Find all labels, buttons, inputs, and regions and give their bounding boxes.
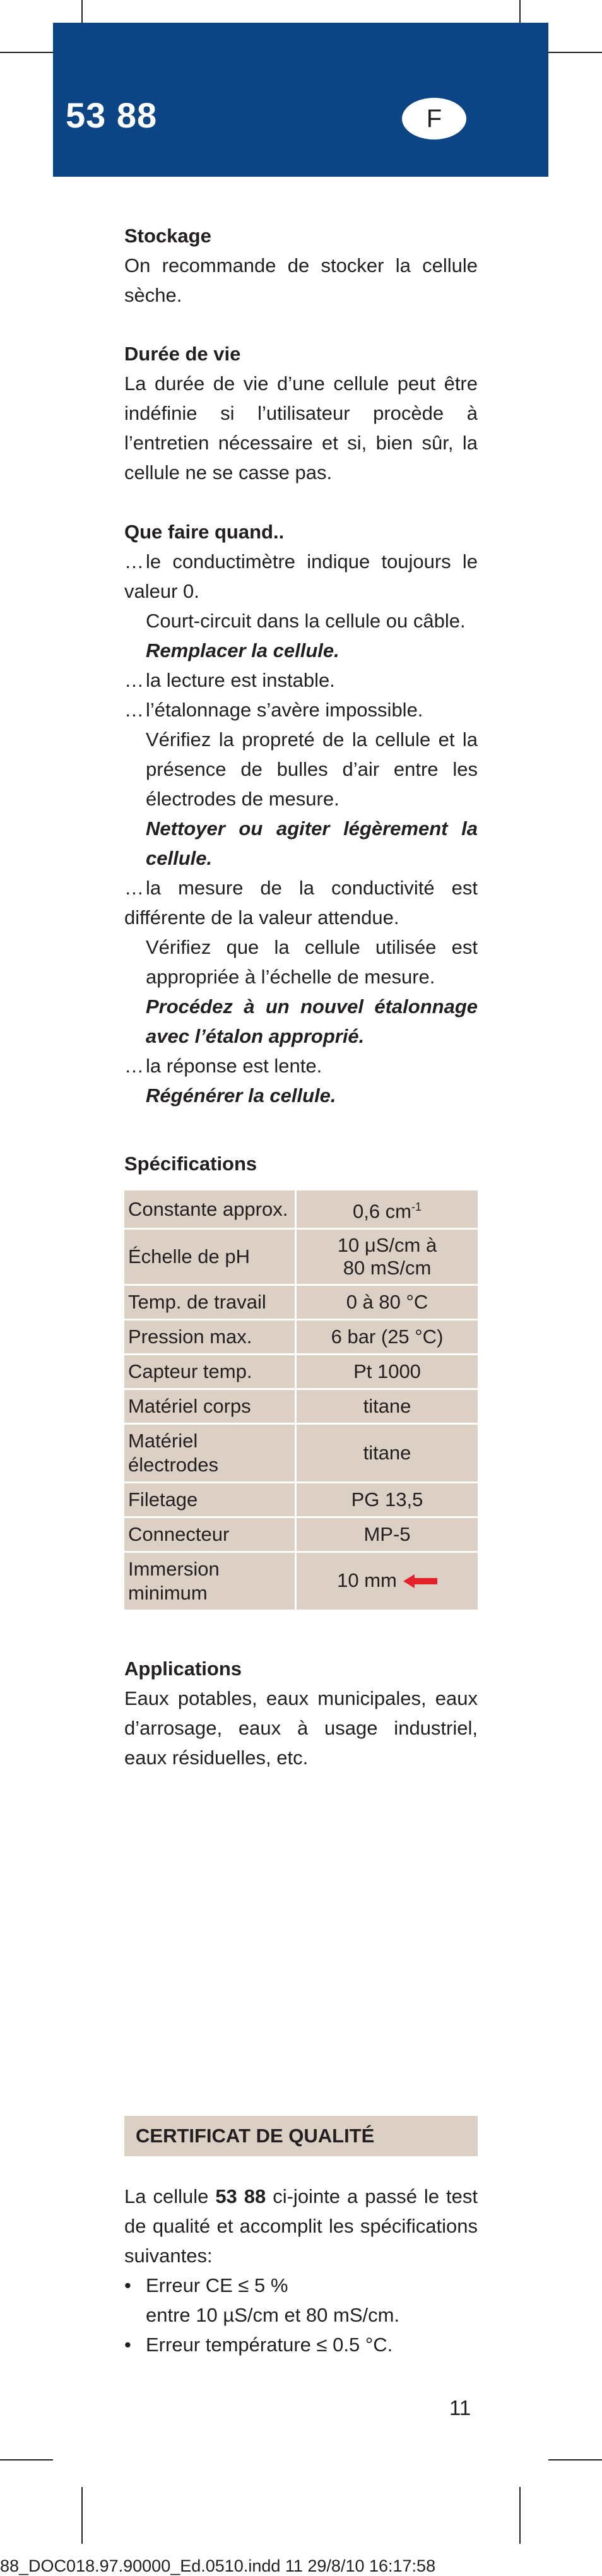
spec-value: titane <box>297 1390 478 1423</box>
troubleshoot-cause: Court-circuit dans la cellule ou câble. <box>146 610 466 632</box>
troubleshoot-heading: Que faire quand.. <box>124 521 285 543</box>
spec-value: 0,6 $cm^{-1}$ <box>297 1190 478 1228</box>
troubleshoot-item <box>124 873 478 1051</box>
spec-label: Pression max. <box>124 1321 295 1353</box>
section-applications <box>124 1654 478 1772</box>
applications-text: Eaux potables, eaux municipales, eaux d’arrosage, eaux à usage industriel, eaux résiduelles, etc. <box>124 1687 478 1769</box>
spec-label: Matériel corps <box>124 1390 295 1423</box>
arrow-left-icon <box>403 1570 437 1594</box>
crop-mark <box>548 2459 602 2460</box>
model-number: 53 88 <box>66 95 158 135</box>
section-specifications <box>124 1149 478 1611</box>
troubleshoot-problem: …la mesure de la conductivité est différente de la valeur attendue. <box>124 877 478 929</box>
section-storage <box>124 221 478 310</box>
troubleshoot-action: Remplacer la cellule. <box>146 639 339 662</box>
crop-mark <box>519 2487 521 2544</box>
spec-value: 6 bar (25 °C) <box>297 1321 478 1353</box>
troubleshoot-action: Nettoyer ou agiter légèrement la cellule. <box>146 817 478 869</box>
troubleshoot-problem: …le conductimètre indique toujours le valeur 0. <box>124 550 478 602</box>
table-row <box>124 1321 478 1353</box>
troubleshoot-problem: …la réponse est lente. <box>124 1055 322 1077</box>
list-item: • Erreur température ≤ 0.5 °C. <box>124 2334 393 2356</box>
section-lifetime <box>124 339 478 487</box>
spec-value: Pt 1000 <box>297 1355 478 1388</box>
spec-label: Constante approx. <box>124 1190 295 1228</box>
spec-label: Filetage <box>124 1483 295 1516</box>
table-row <box>124 1230 478 1284</box>
troubleshoot-cause: Vérifiez la propreté de la cellule et la présence de bulles d’air entre les électrodes de mesure. <box>146 728 478 810</box>
troubleshoot-cause: Vérifiez que la cellule utilisée est appropriée à l’échelle de mesure. <box>146 936 478 988</box>
table-row <box>124 1190 478 1228</box>
spec-value: titane <box>297 1425 478 1481</box>
spec-label: Matériel électrodes <box>124 1425 295 1481</box>
troubleshoot-action: Procédez à un nouvel étalonnage avec l’étalon approprié. <box>146 995 478 1047</box>
troubleshoot-problem: …l’étalonnage s’avère impossible. <box>124 699 423 721</box>
lifetime-heading: Durée de vie <box>124 343 241 365</box>
table-row <box>124 1286 478 1319</box>
table-row <box>124 1355 478 1388</box>
section-troubleshooting <box>124 517 478 1110</box>
spec-value: 0 à 80 °C <box>297 1286 478 1319</box>
certificate-intro: La cellule 53 88 ci-jointe a passé le test de qualité et accomplit les spécifications suivantes: <box>124 2185 478 2267</box>
storage-heading: Stockage <box>124 225 211 247</box>
spec-value: PG 13,5 <box>297 1483 478 1516</box>
crop-mark <box>81 2487 83 2544</box>
applications-heading: Applications <box>124 1658 242 1680</box>
crop-mark <box>0 52 53 53</box>
print-slug: 88_DOC018.97.90000_Ed.0510.indd 11 29/8/10 16:17:58 <box>0 2556 436 2575</box>
troubleshoot-item <box>124 695 478 873</box>
section-certificate <box>124 2181 478 2359</box>
troubleshoot-item <box>124 665 478 695</box>
list-item: • Erreur CE ≤ 5 % entre 10 µS/cm et 80 mS/cm. <box>124 2274 400 2326</box>
crop-mark <box>548 52 602 53</box>
spec-value: MP-5 <box>297 1518 478 1551</box>
lifetime-text: La durée de vie d’une cellule peut être indéfinie si l’utilisateur procède à l’entretien nécessaire et si, bien sûr, la cellule ne se casse pas. <box>124 372 478 484</box>
spec-value: 10 mm <box>297 1553 478 1610</box>
specs-heading: Spécifications <box>124 1153 257 1175</box>
spec-label: Capteur temp. <box>124 1355 295 1388</box>
certificate-title: CERTIFICAT DE QUALITÉ <box>136 2125 375 2147</box>
crop-mark <box>0 2459 53 2460</box>
table-row <box>124 1518 478 1551</box>
table-row <box>124 1483 478 1516</box>
troubleshoot-problem: …la lecture est instable. <box>124 669 335 691</box>
spec-label: Échelle de pH <box>124 1230 295 1284</box>
table-row <box>124 1553 478 1610</box>
language-badge <box>402 98 466 139</box>
certificate-title-bar <box>124 2116 478 2156</box>
troubleshoot-action: Régénérer la cellule. <box>146 1084 336 1107</box>
troubleshoot-item <box>124 1051 478 1110</box>
spec-label: Connecteur <box>124 1518 295 1551</box>
table-row <box>124 1390 478 1423</box>
spec-label: Immersion minimum <box>124 1553 295 1610</box>
table-row <box>124 1425 478 1481</box>
language-code: F <box>426 104 442 133</box>
spec-label: Temp. de travail <box>124 1286 295 1319</box>
troubleshoot-item <box>124 547 478 665</box>
spec-value: 10 μS/cm à 80 mS/cm <box>297 1230 478 1284</box>
page-number: 11 <box>449 2396 471 2419</box>
storage-text: On recommande de stocker la cellule sèche. <box>124 254 478 306</box>
specs-table <box>122 1189 480 1611</box>
